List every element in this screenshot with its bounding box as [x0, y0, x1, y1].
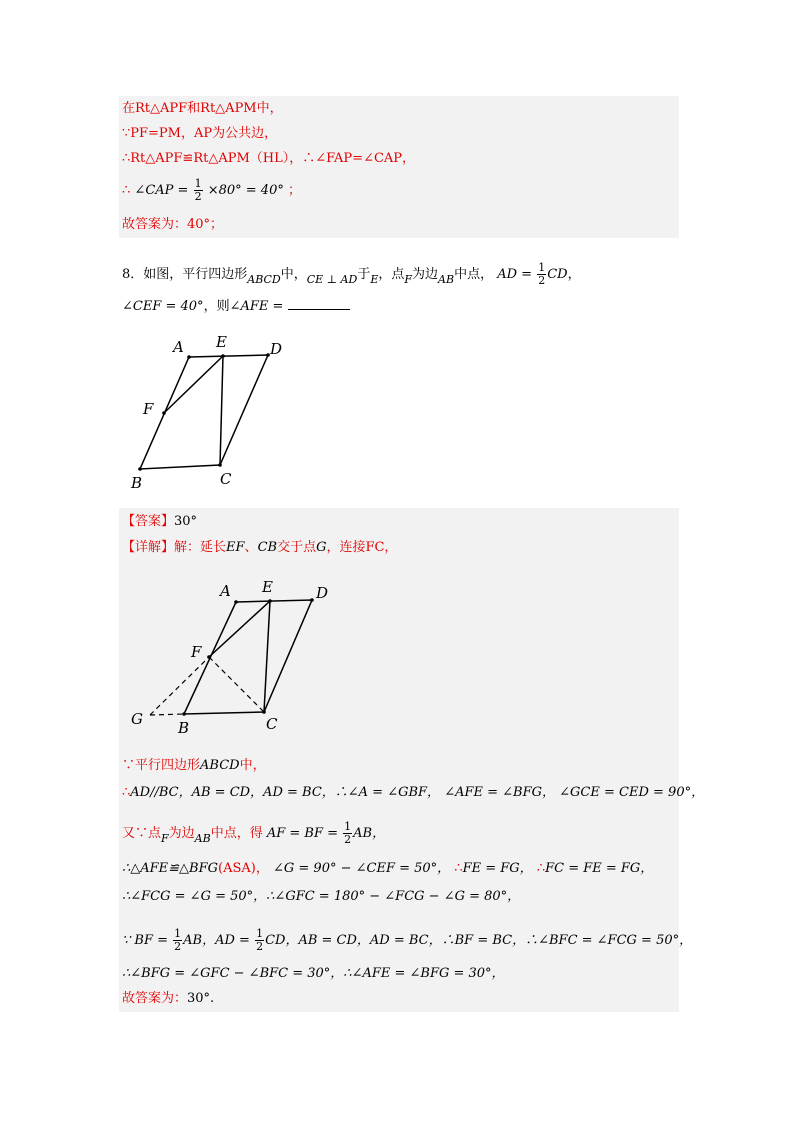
answer-blank[interactable]	[288, 297, 350, 310]
prev-line-3: ∴Rt△APF≌Rt△APM（HL），∴∠FAP=∠CAP，	[122, 151, 416, 166]
answer-label: 【答案】	[122, 514, 175, 529]
fig1-point-c	[218, 463, 222, 467]
s1-text: ∵平行四边形	[122, 758, 201, 773]
question-number: 8．如图，平行四边形	[122, 267, 248, 282]
s6-d: CD，AB = CD，AD = BC，∴BF = BC，∴∠BFC = ∠FCG = 50°，	[265, 933, 693, 948]
detail-jiao: 交于点	[277, 540, 317, 555]
prev-line-4-prefix: ∴	[122, 183, 131, 198]
q-weibian: 为边	[412, 267, 439, 282]
figure-1-parallelogram	[128, 333, 308, 493]
fraction-numerator: 1	[344, 820, 352, 833]
fig1-label-a: A	[173, 338, 184, 356]
solution-step-8	[122, 990, 214, 1008]
fraction-denominator: 2	[194, 190, 202, 203]
fig2-point-e	[268, 599, 272, 603]
s8-a: 故答案为：	[122, 991, 188, 1006]
fig1-segment-fe	[164, 356, 223, 413]
prev-line-1: 在Rt△APF和Rt△APM中，	[122, 101, 283, 116]
fig1-label-c: C	[220, 470, 232, 488]
s3-c: 中点，得	[210, 826, 263, 841]
q-zhongdian: 中点，	[454, 267, 494, 282]
detail-line	[122, 539, 397, 557]
detail-sep: 、	[244, 540, 258, 555]
s4-f: ∴	[536, 861, 546, 876]
fig1-point-e	[221, 354, 225, 358]
fig2-dashed-fc	[209, 657, 264, 712]
q-dian: ，点	[378, 267, 405, 282]
fig2-parallelogram-outline	[184, 600, 312, 714]
s6-fraction-2	[255, 928, 264, 953]
fig2-label-c: C	[266, 715, 278, 733]
fig2-point-b	[182, 712, 186, 716]
s4-a: ∴△AFE≌△BFG	[122, 861, 219, 876]
s4-b: (ASA)，	[218, 861, 269, 876]
detail-g: G	[316, 540, 327, 555]
prev-line-4-math-b: ×80° = 40°	[207, 183, 284, 198]
fraction-denominator: 2	[256, 940, 264, 953]
detail-text: 解：延长	[174, 540, 227, 555]
question-line-2	[122, 297, 350, 316]
prev-line-4-math-a: ∠CAP =	[134, 183, 193, 198]
fig2-label-d: D	[316, 584, 329, 602]
fraction-denominator: 2	[174, 940, 182, 953]
fig2-point-a	[234, 600, 238, 604]
fig2-point-d	[310, 598, 314, 602]
s3-b: 为边	[168, 826, 195, 841]
fraction-numerator: 1	[174, 927, 182, 940]
s3-fraction	[343, 821, 352, 846]
prev-line-4-fraction	[194, 178, 203, 203]
s6-fraction-1	[173, 928, 182, 953]
s8-b: 30°.	[187, 991, 215, 1006]
q-yu: 于	[357, 267, 371, 282]
q-e: E	[370, 273, 379, 286]
q-comma: ，	[567, 267, 581, 282]
fig2-label-f: F	[191, 643, 202, 661]
fig2-dashed-gf	[150, 657, 209, 715]
q-fraction	[537, 262, 546, 287]
q-cef: ∠CEF = 40°	[122, 299, 204, 314]
fig1-point-b	[138, 467, 142, 471]
prev-line-4	[122, 178, 301, 203]
s3-math: AF = BF =	[266, 826, 343, 841]
solution-step-3	[122, 821, 385, 846]
fig2-point-c	[262, 710, 266, 714]
fig1-label-d: D	[270, 340, 283, 358]
s2-math: AD//BC	[130, 785, 179, 800]
figure-2-parallelogram-extended	[128, 576, 358, 736]
s6-c: AB，AD =	[183, 933, 255, 948]
prev-line-4-suffix: ；	[287, 183, 301, 198]
q-afe: ∠AFE =	[229, 299, 288, 314]
fig2-dashed-gb	[150, 714, 184, 715]
s2-prefix: ∴	[122, 785, 131, 800]
fig1-parallelogram-outline	[140, 355, 268, 469]
detail-ef: EF	[226, 540, 245, 555]
fraction-denominator: 2	[538, 274, 546, 287]
q-ad-eq: AD =	[497, 267, 537, 282]
fig2-label-g: G	[131, 710, 143, 728]
s1-tail: 中，	[239, 758, 266, 773]
solution-step-7: ∴∠BFG = ∠GFC − ∠BFC = 30°，∴∠AFE = ∠BFG = 30°，	[122, 966, 505, 981]
fig2-label-e: E	[262, 578, 273, 596]
fig2-segment-fe	[209, 601, 270, 657]
s1-math: ABCD	[200, 758, 240, 773]
q-cd: CD	[547, 267, 568, 282]
s3-a: 又∵点	[122, 826, 162, 841]
fraction-numerator: 1	[194, 177, 202, 190]
solution-step-4	[122, 860, 653, 878]
answer-line	[122, 513, 197, 531]
solution-step-1	[122, 757, 266, 775]
fraction-numerator: 1	[538, 261, 546, 274]
s3-ab: AB	[194, 832, 211, 845]
fig1-point-a	[187, 355, 191, 359]
s2-c: ∠AFE = ∠BFG，	[444, 785, 556, 800]
fig1-label-e: E	[216, 333, 227, 351]
fig1-point-f	[162, 411, 166, 415]
fig2-label-a: A	[220, 582, 231, 600]
s2-b: ，AB = CD，AD = BC，∴∠A = ∠GBF，	[178, 785, 441, 800]
solution-step-6	[122, 928, 692, 953]
fig2-label-b: B	[178, 719, 190, 736]
prev-line-2: ∵PF=PM，AP为公共边，	[122, 126, 278, 141]
s4-g: FC = FE = FG，	[545, 861, 654, 876]
s6-a: ∵	[122, 933, 131, 948]
fig1-label-f: F	[143, 400, 154, 418]
fig1-label-b: B	[131, 474, 143, 492]
detail-label: 【详解】	[122, 540, 175, 555]
q-ze: ，则	[203, 299, 230, 314]
fraction-numerator: 1	[256, 927, 264, 940]
s3-f: F	[161, 832, 169, 845]
s2-d: ∠GCE = CED = 90°，	[559, 785, 705, 800]
q-zhong: 中，	[280, 267, 307, 282]
fig2-point-f	[207, 655, 211, 659]
s4-d: ∴	[454, 861, 463, 876]
solution-step-2	[122, 784, 704, 802]
detail-cb: CB	[257, 540, 278, 555]
answer-value: 30°	[174, 514, 198, 529]
question-line-1	[122, 262, 581, 287]
detail-tail: ，连接FC，	[326, 540, 398, 555]
q-abcd: ABCD	[247, 273, 281, 286]
fraction-denominator: 2	[344, 833, 352, 846]
prev-line-5: 故答案为：40°；	[122, 217, 224, 232]
q-ab: AB	[438, 273, 455, 286]
s6-b: BF =	[134, 933, 173, 948]
fig2-segment-ec	[264, 601, 270, 712]
s3-tail: AB，	[353, 826, 386, 841]
q-f: F	[404, 273, 413, 286]
fig1-segment-ec	[220, 356, 223, 465]
s4-e: FE = FG，	[462, 861, 533, 876]
q-ce-perp-ad: CE ⊥ AD	[306, 273, 358, 286]
solution-step-5: ∴∠FCG = ∠G = 50°，∴∠GFC = 180° − ∠FCG − ∠G = 80°，	[122, 889, 521, 904]
s4-c: ∠G = 90° − ∠CEF = 50°，	[272, 861, 451, 876]
